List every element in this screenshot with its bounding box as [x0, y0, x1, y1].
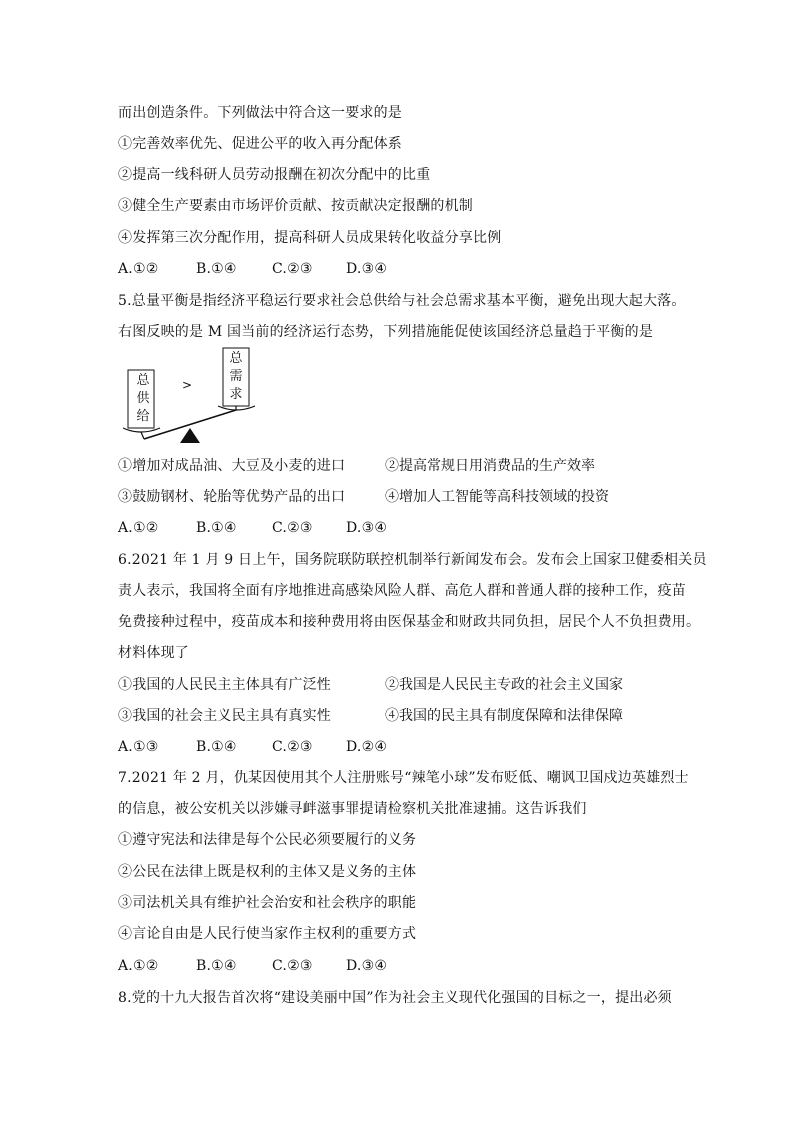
q6-answer-b[interactable]: B.①④ — [196, 739, 237, 755]
fulcrum-triangle — [180, 428, 200, 443]
q5-answer-c[interactable]: C.②③ — [272, 520, 313, 536]
compare-sign: > — [181, 378, 193, 392]
q6-option-3: ③我国的社会主义民主具有真实性 — [118, 708, 331, 724]
q6-answer-c[interactable]: C.②③ — [272, 739, 313, 755]
q6-stem-line-2: 责人表示，我国将全面有序地推进高感染风险人群、高危人群和普通人群的接种工作，疫苗 — [118, 583, 686, 599]
q7-option-3: ③司法机关具有维护社会治安和社会秩序的职能 — [118, 895, 417, 911]
q5-answer-b[interactable]: B.①④ — [196, 520, 237, 536]
q5-answer-a[interactable]: A.①② — [118, 520, 159, 536]
q4-option-2: ②提高一线科研人员劳动报酬在初次分配中的比重 — [118, 167, 431, 183]
demand-box-label: 总 需 求 — [229, 351, 243, 402]
q6-option-1: ①我国的人民民主主体具有广泛性 — [118, 677, 331, 693]
q6-stem-line-3: 免费接种过程中，疫苗成本和接种费用将由医保基金和财政共同负担，居民个人不负担费用。 — [118, 614, 701, 630]
q6-option-4: ④我国的民主具有制度保障和法律保障 — [385, 708, 623, 724]
q7-stem-line-2: 的信息，被公安机关以涉嫌寻衅滋事罪提请检察机关批准逮捕。这告诉我们 — [118, 801, 587, 817]
q4-answers — [118, 259, 387, 279]
q6-option-2: ②我国是人民民主专政的社会主义国家 — [385, 677, 623, 693]
q4-answer-c[interactable]: C.②③ — [272, 261, 313, 277]
q6-answer-a[interactable]: A.①③ — [118, 739, 159, 755]
q7-option-4: ④言论自由是人民行使当家作主权利的重要方式 — [118, 926, 417, 942]
q7-stem-line-1: 7.2021 年 2 月，仇某因使用其个人注册账号“辣笔小球”发布贬低、嘲讽卫国戍边英雄烈士 — [118, 770, 689, 786]
q5-option-1: ①增加对成品油、大豆及小麦的进口 — [118, 458, 346, 474]
q4-answer-a[interactable]: A.①② — [118, 261, 159, 277]
q5-stem-line-2: 右图反映的是 M 国当前的经济运行态势，下列措施能促使该国经济总量趋于平衡的是 — [118, 324, 654, 340]
q7-answer-c[interactable]: C.②③ — [272, 958, 313, 974]
q7-option-2: ②公民在法律上既是权利的主体又是义务的主体 — [118, 864, 417, 880]
q6-answer-d[interactable]: D.②④ — [346, 739, 388, 755]
q7-answer-d[interactable]: D.③④ — [346, 958, 388, 974]
q6-stem-line-1: 6.2021 年 1 月 9 日上午，国务院联防联控机制举行新闻发布会。发布会上国家卫健委相关员 — [118, 552, 707, 568]
q5-option-3: ③鼓励钢材、轮胎等优势产品的出口 — [118, 489, 346, 505]
q8-stem-line-1: 8.党的十九大报告首次将“建设美丽中国”作为社会主义现代化强国的目标之一，提出必须 — [118, 990, 672, 1006]
q5-stem-line-1: 5.总量平衡是指经济平稳运行要求社会总供给与社会总需求基本平衡，避免出现大起大落。 — [118, 293, 686, 309]
q7-answers — [118, 956, 387, 976]
q7-option-1: ①遵守宪法和法律是每个公民必须要履行的义务 — [118, 832, 417, 848]
q5-answer-d[interactable]: D.③④ — [346, 520, 388, 536]
supply-box-label: 总 供 给 — [136, 373, 150, 424]
q4-answer-d[interactable]: D.③④ — [346, 261, 388, 277]
q4-stem-tail: 而出创造条件。下列做法中符合这一要求的是 — [118, 105, 402, 121]
q5-option-2: ②提高常规日用消费品的生产效率 — [385, 458, 595, 474]
q4-answer-b[interactable]: B.①④ — [196, 261, 237, 277]
q5-option-4: ④增加人工智能等高科技领域的投资 — [385, 489, 609, 505]
q6-answers — [118, 737, 387, 757]
q4-option-1: ①完善效率优先、促进公平的收入再分配体系 — [118, 136, 402, 152]
q6-stem-line-4: 材料体现了 — [118, 645, 189, 661]
left-pan — [123, 428, 160, 432]
q7-answer-b[interactable]: B.①④ — [196, 958, 237, 974]
q4-option-3: ③健全生产要素由市场评价贡献、按贡献决定报酬的机制 — [118, 198, 473, 214]
q7-answer-a[interactable]: A.①② — [118, 958, 159, 974]
q5-answers — [118, 518, 387, 538]
q4-option-4: ④发挥第三次分配作用，提高科研人员成果转化收益分享比例 — [118, 230, 502, 246]
